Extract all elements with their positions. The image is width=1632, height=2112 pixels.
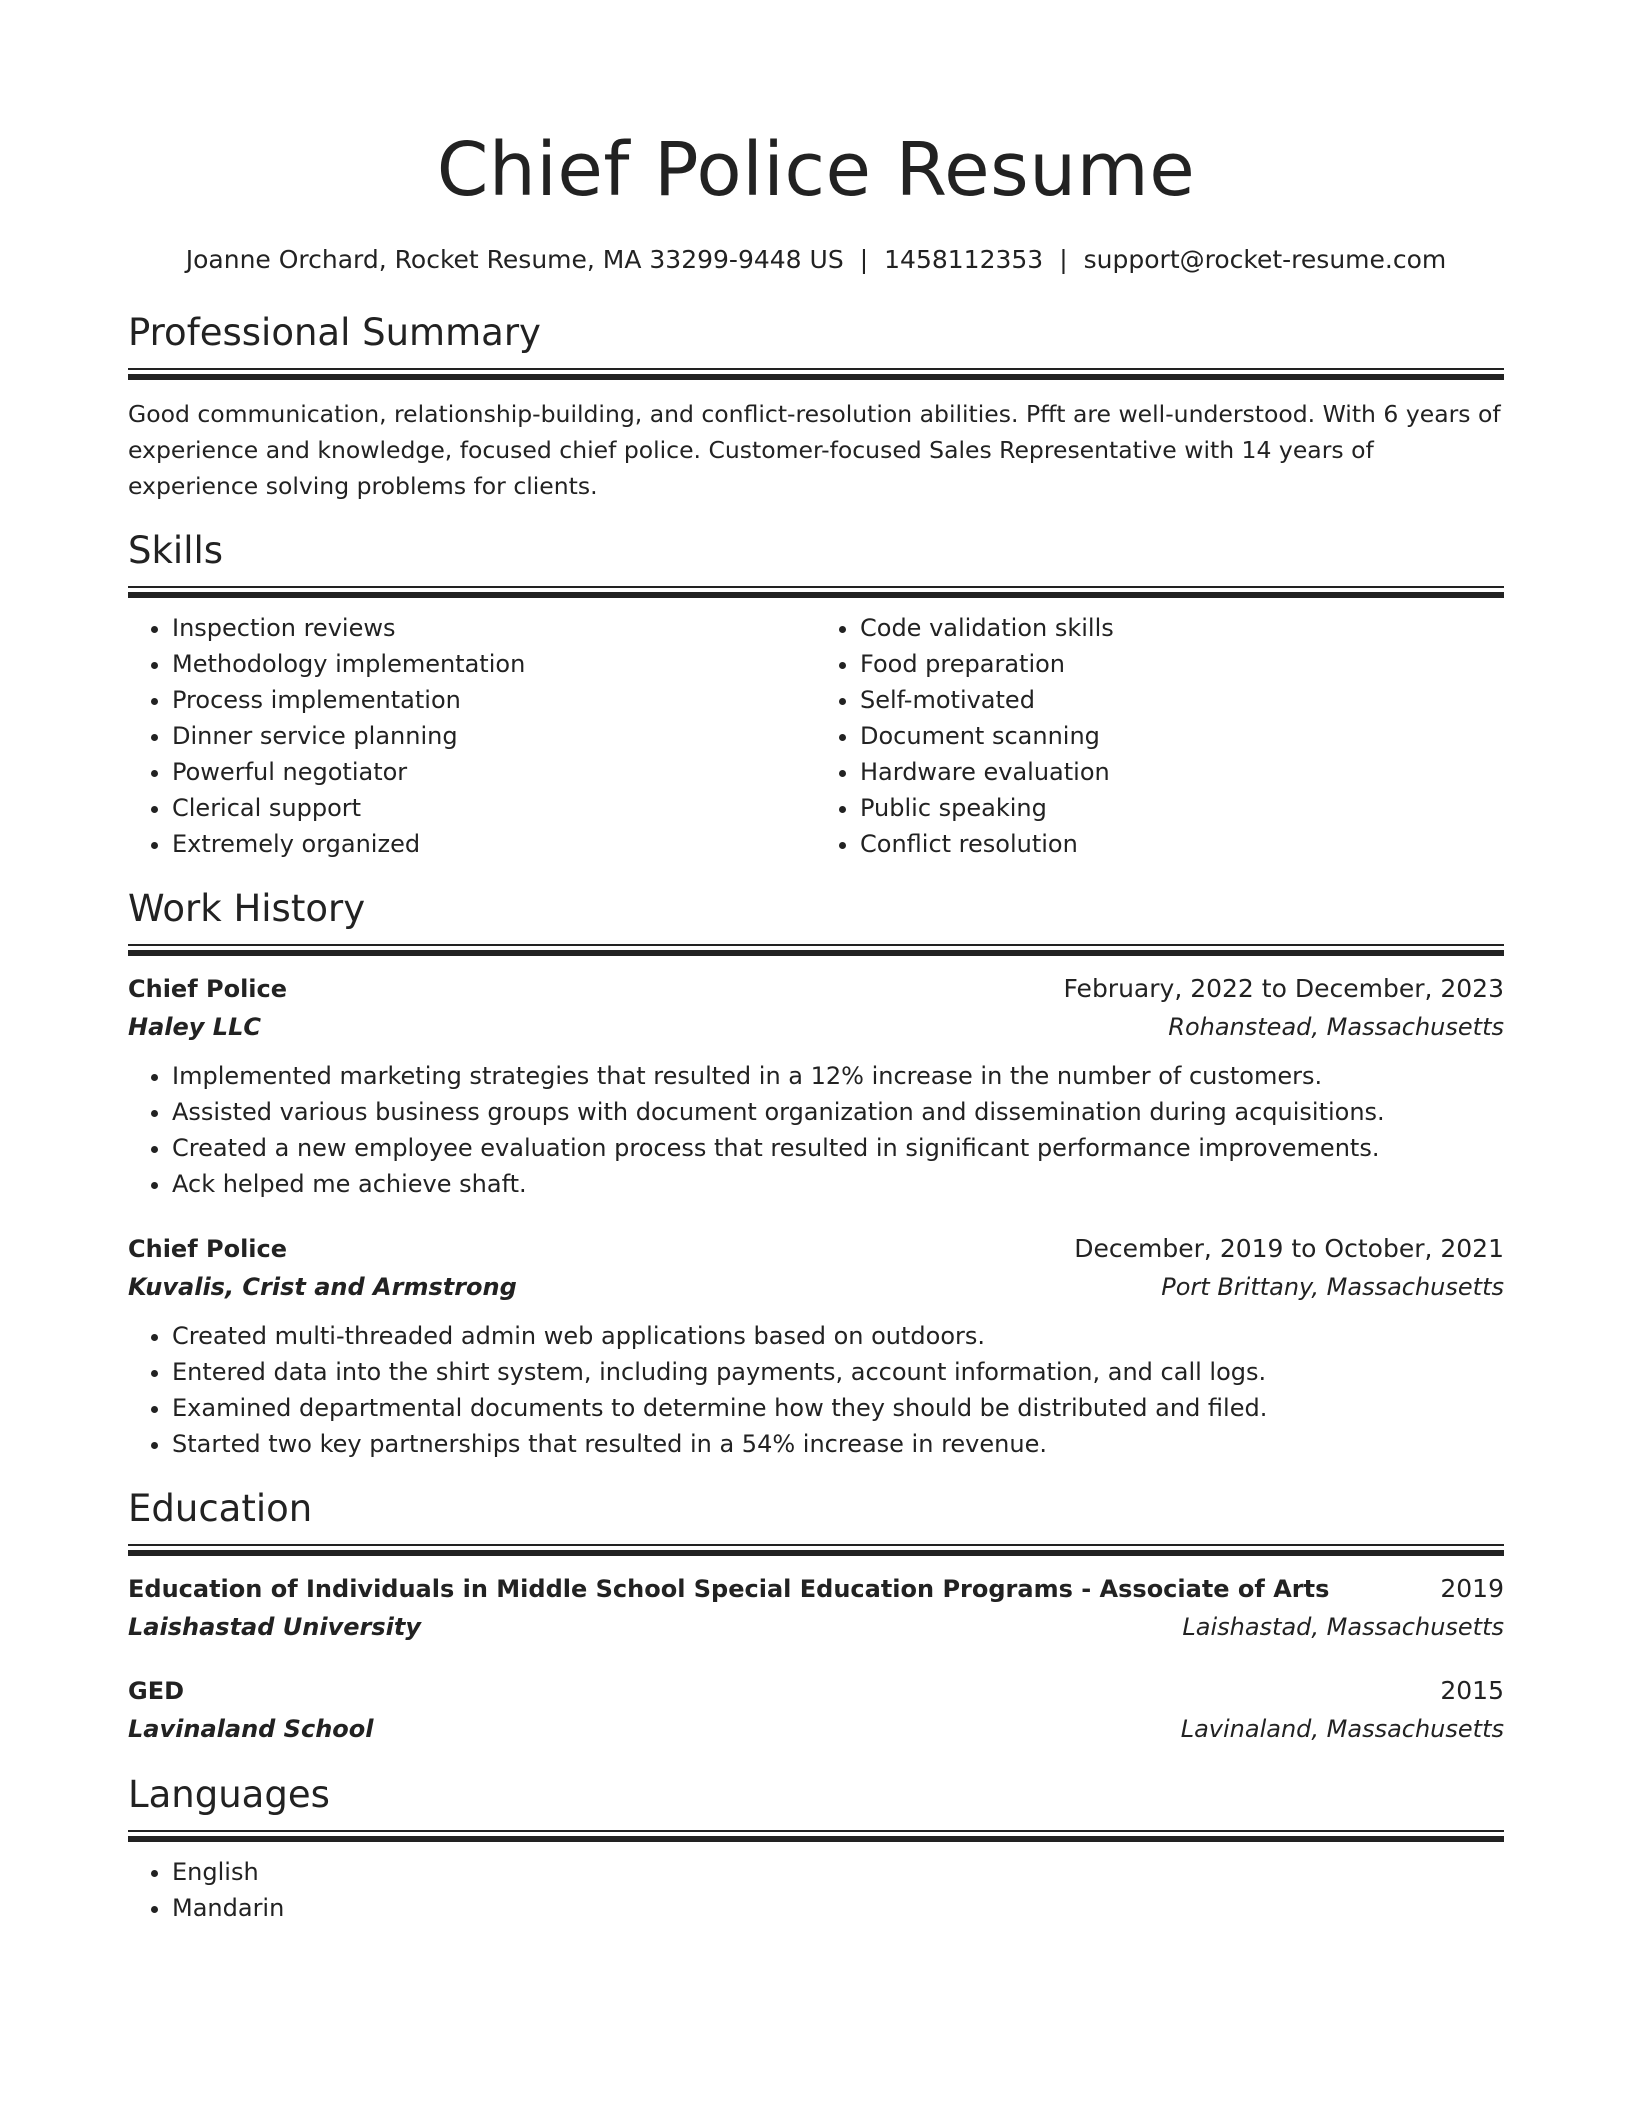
skills-section [128, 526, 1504, 862]
section-title-languages: Languages [128, 1773, 330, 1816]
skills-column-right [816, 610, 1504, 862]
job-entry [128, 1230, 1504, 1462]
job-bullet: • Entered data into the shirt system, including payments, account information, and call logs. [172, 1354, 1504, 1390]
job-title: Chief Police [128, 975, 288, 1003]
section-title-summary: Professional Summary [128, 311, 541, 354]
skills-columns [128, 610, 1504, 862]
education-year: 2019 [1440, 1574, 1504, 1603]
education-section [128, 1484, 1504, 1748]
job-company: Haley LLC [128, 1013, 261, 1041]
skill-item: • Public speaking [860, 790, 1504, 826]
job-bullet: • Ack helped me achieve shaft. [172, 1166, 1504, 1202]
job-company: Kuvalis, Crist and Armstrong [128, 1273, 517, 1301]
job-location: Rohanstead, Massachusetts [1168, 1013, 1504, 1041]
section-rule [128, 586, 1504, 598]
education-degree: GED [128, 1677, 185, 1705]
education-location: Lavinaland, Massachusetts [1180, 1715, 1504, 1743]
job-location: Port Brittany, Massachusetts [1161, 1273, 1504, 1301]
skill-item: • Powerful negotiator [172, 754, 816, 790]
job-bullet: • Examined departmental documents to determine how they should be distributed and filed. [172, 1390, 1504, 1426]
job-dates: February, 2022 to December, 2023 [1063, 974, 1504, 1003]
skills-column-left [128, 610, 816, 862]
job-company-row [128, 1268, 1504, 1306]
skill-item: • Document scanning [860, 718, 1504, 754]
job-title: Chief Police [128, 1235, 288, 1263]
skills-list-right [816, 610, 1504, 862]
contact-line [128, 242, 1504, 278]
education-school-row [128, 1608, 1504, 1646]
contact-phone: 1458112353 [884, 245, 1044, 274]
section-rule [128, 944, 1504, 956]
contact-separator: | [1059, 245, 1068, 274]
job-bullet: • Implemented marketing strategies that resulted in a 12% increase in the number of customers. [172, 1058, 1504, 1094]
contact-separator: | [859, 245, 869, 274]
job-bullet: • Created a new employee evaluation process that resulted in significant performance improvements. [172, 1130, 1504, 1166]
skill-item: • Food preparation [860, 646, 1504, 682]
skill-item: • Dinner service planning [172, 718, 816, 754]
contact-email: support@rocket-resume.com [1083, 245, 1447, 274]
skill-item: • Clerical support [172, 790, 816, 826]
skill-item: • Conflict resolution [860, 826, 1504, 862]
education-header-row [128, 1570, 1504, 1608]
education-location: Laishastad, Massachusetts [1182, 1613, 1504, 1641]
job-bullet: • Created multi-threaded admin web applications based on outdoors. [172, 1318, 1504, 1354]
skill-item: • Self-motivated [860, 682, 1504, 718]
job-bullet: • Assisted various business groups with document organization and dissemination during acquisitions. [172, 1094, 1504, 1130]
education-school-row [128, 1710, 1504, 1748]
section-title-education: Education [128, 1487, 313, 1530]
education-degree: Education of Individuals in Middle School Special Education Programs - Associate of Arts [128, 1575, 1330, 1603]
contact-address: Joanne Orchard, Rocket Resume, MA 33299-9448 US [185, 245, 844, 274]
summary-text: Good communication, relationship-building, and conflict-resolution abilities. Pfft are well-understood. With 6 years of experience and knowledge, focused chief police. Customer-focused Sales Representative with 14 years of experience solving problems for clients. [128, 400, 1501, 500]
education-school: Lavinaland School [128, 1715, 374, 1743]
job-header-row [128, 1230, 1504, 1268]
job-header-row [128, 970, 1504, 1008]
section-title-work: Work History [128, 887, 366, 930]
skill-item: • Hardware evaluation [860, 754, 1504, 790]
job-dates: December, 2019 to October, 2021 [1074, 1234, 1504, 1263]
education-entry [128, 1570, 1504, 1646]
job-company-row [128, 1008, 1504, 1046]
section-title-skills: Skills [128, 529, 224, 572]
language-item: • English [172, 1854, 1504, 1890]
job-entry [128, 970, 1504, 1202]
section-rule [128, 368, 1504, 380]
skill-item: • Process implementation [172, 682, 816, 718]
section-rule [128, 1830, 1504, 1842]
education-entry [128, 1672, 1504, 1748]
education-header-row [128, 1672, 1504, 1710]
language-item: • Mandarin [172, 1890, 1504, 1926]
skills-list-left [128, 610, 816, 862]
summary-section [128, 308, 1504, 504]
job-bullets [128, 1318, 1504, 1462]
section-rule [128, 1544, 1504, 1556]
education-year: 2015 [1440, 1676, 1504, 1705]
education-school: Laishastad University [128, 1613, 421, 1641]
job-bullets [128, 1058, 1504, 1202]
skill-item: • Extremely organized [172, 826, 816, 862]
job-bullet: • Started two key partnerships that resulted in a 54% increase in revenue. [172, 1426, 1504, 1462]
skill-item: • Inspection reviews [172, 610, 816, 646]
resume-title: Chief Police Resume [436, 127, 1196, 213]
work-section [128, 884, 1504, 1462]
languages-list [128, 1854, 1504, 1926]
languages-section [128, 1770, 1504, 1926]
skill-item: • Code validation skills [860, 610, 1504, 646]
skill-item: • Methodology implementation [172, 646, 816, 682]
